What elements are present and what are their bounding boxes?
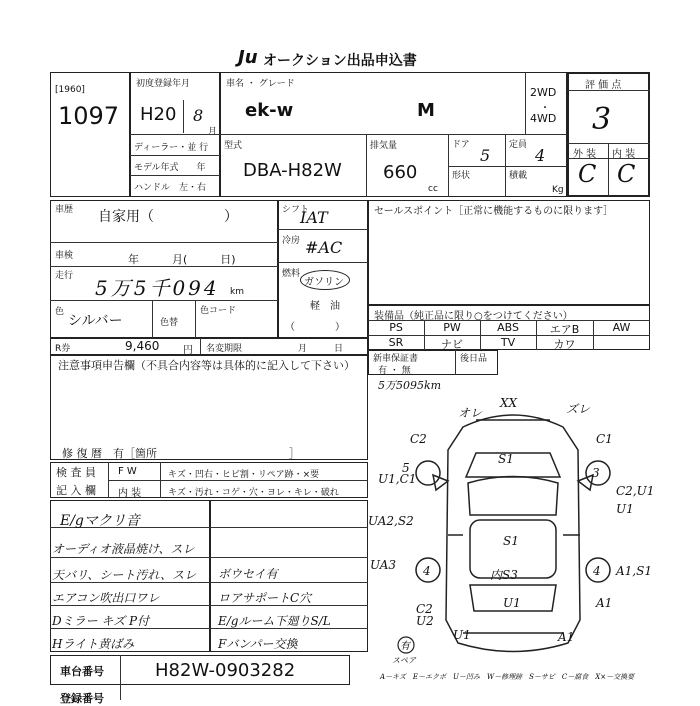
reg-month: 8 xyxy=(193,106,204,125)
capacity-label: 定員 xyxy=(509,140,528,150)
reg-sep2 xyxy=(130,155,220,156)
vehicle-div4 xyxy=(525,72,526,134)
color-div2 xyxy=(195,300,196,338)
warranty-label: 新車保証書 xyxy=(373,354,419,364)
hw-note-r2: ロアサポートC穴 xyxy=(218,591,312,605)
interior-row-label: 内 装 xyxy=(118,488,142,499)
sales-points-label: セールスポイント［正常に機能するものに限ります］ xyxy=(374,206,614,217)
vehicle-grade: M xyxy=(417,100,435,121)
mark-zure: ズレ xyxy=(566,402,591,416)
mark-ore: オレ xyxy=(458,406,483,420)
warranty-date-label: 後日品 xyxy=(460,354,488,364)
equip-leather: カワ xyxy=(553,338,576,351)
chassis-label: 車台番号 xyxy=(60,665,104,678)
mark-a1-b: A1 xyxy=(596,596,613,610)
use-value: 自家用（ ） xyxy=(98,209,238,225)
handle-label: ハンドル 左・右 xyxy=(134,183,207,193)
recycle-value: 9,460 xyxy=(125,339,160,353)
cc-unit: cc xyxy=(428,184,438,194)
hw-note-5: Dミラー キズ P付 xyxy=(52,614,150,628)
repair-history: 修 復 暦 有［箇所 ］ xyxy=(62,447,300,460)
wheel-rl-note: 4 xyxy=(423,564,431,578)
insp-div2 xyxy=(160,462,161,498)
mark-c1-tr: C1 xyxy=(596,432,613,446)
fuel-value: ガソリン xyxy=(304,277,344,288)
mark-u2-bl: U2 xyxy=(416,614,434,628)
dealer-label: ディーラー・並 行 xyxy=(134,143,209,153)
recycle-unit: 円 xyxy=(183,345,193,356)
mark-a1-br: A1 xyxy=(558,630,575,644)
hw-note-6: Hライト黄ばみ xyxy=(52,637,135,651)
vehicle-name-label: 車名 ・ グレード xyxy=(226,79,295,89)
doors-label: ドア xyxy=(452,140,470,150)
details-sep3 xyxy=(50,300,278,301)
equipment-label: 装備品（純正品に限り○をつけてください） xyxy=(374,311,573,322)
spare-circle-text: 有 xyxy=(400,641,410,652)
wheel-fr-note: 3 xyxy=(592,466,600,480)
mark-u1-right: U1 xyxy=(616,502,634,516)
repaint-label: 色替 xyxy=(160,318,179,328)
mark-s1-mid: S1 xyxy=(503,534,519,548)
fw-label: F W xyxy=(118,466,137,477)
equip-pw: PW xyxy=(443,321,461,334)
warranty-div xyxy=(455,350,456,375)
hw-note-4: エアコン吹出口ワレ xyxy=(52,591,160,605)
mark-u1-bottom: U1 xyxy=(503,596,521,610)
chassis-div xyxy=(120,655,121,700)
hw-line2 xyxy=(50,557,368,558)
use-label: 車歴 xyxy=(55,205,74,215)
mileage-label: 走行 xyxy=(55,271,74,281)
inspection-label: 車検 xyxy=(55,251,74,261)
mark-a1s1: A1,S1 xyxy=(616,564,652,578)
reg-era-year: H20 xyxy=(140,104,177,125)
vehicle-type: DBA-H82W xyxy=(243,160,342,181)
logo: Ju xyxy=(238,47,258,68)
mark-c2u1: C2,U1 xyxy=(616,484,655,498)
recycle-div xyxy=(200,338,201,355)
fuel-label: 燃料 xyxy=(282,269,301,279)
inspector-label: 検 査 員 xyxy=(56,466,96,479)
color-code-label: 色コード xyxy=(200,306,237,316)
notes-label: 注意事項申告欄（不具合内容等は具体的に記入して下さい） xyxy=(58,359,355,372)
grade-sep3 xyxy=(567,158,650,159)
hw-note-2: オーディオ液晶焼け、スレ xyxy=(52,542,195,556)
mark-xx: XX xyxy=(500,396,518,410)
km-unit: km xyxy=(230,287,244,297)
equip-aw: AW xyxy=(612,321,631,334)
reg-label: 初度登録年月 xyxy=(136,79,191,89)
color-value: シルバー xyxy=(68,313,123,329)
mark-c2-bl: C2 xyxy=(416,602,433,616)
reg-month-unit: 月 xyxy=(208,127,218,137)
reg-sep3 xyxy=(130,175,220,176)
drive-2wd: 2WD xyxy=(530,86,557,99)
mark-inner-s3: 内S3 xyxy=(490,568,518,582)
mark-ua3: UA3 xyxy=(370,558,397,572)
fuel-light: 軽 油 xyxy=(310,301,340,312)
color-div xyxy=(152,300,153,338)
mark-u1c1: U1,C1 xyxy=(378,472,417,486)
wheel-fl-note: 5 xyxy=(402,461,410,475)
chassis-value: H82W-0903282 xyxy=(155,660,296,681)
exterior-grade: C xyxy=(578,160,597,188)
insp-sep xyxy=(108,480,368,481)
mark-c2-tl: C2 xyxy=(410,432,427,446)
equip-ps: PS xyxy=(389,321,403,334)
damage-marks xyxy=(368,379,654,644)
entry-label: 記 入 欄 xyxy=(56,484,96,497)
hw-note-1: E/gマクリ音 xyxy=(60,513,140,529)
mark-s1-top: S1 xyxy=(498,452,514,466)
vehicle-name: ek-w xyxy=(245,100,294,121)
registration-number-label: 登録番号 xyxy=(60,692,104,705)
shift-label: シフト xyxy=(282,205,310,215)
shape-label: 形状 xyxy=(452,171,471,181)
equip-sr: SR xyxy=(388,336,404,349)
interior-items: キズ・汚れ・コゲ・穴・ヨレ・キレ・破れ xyxy=(168,488,339,498)
hw-note-r3: E/gルーム下廻りS/L xyxy=(218,614,331,628)
hw-note-3: 天バリ、シート汚れ、スレ xyxy=(52,568,197,582)
mileage-value: 5万5千094 xyxy=(95,276,220,300)
grade-sep xyxy=(567,90,650,91)
exterior-label: 外 装 xyxy=(573,149,597,160)
spare-label: スペア xyxy=(392,656,416,665)
diagram-mileage-note: 5万5095km xyxy=(378,379,442,392)
shift-value: IAT xyxy=(300,208,328,227)
recycle-label: R券 xyxy=(55,344,71,354)
fuel-paren: （ ） xyxy=(285,322,345,333)
grade-score: 3 xyxy=(592,102,612,137)
details-sep1 xyxy=(50,242,278,243)
equip-tv: TV xyxy=(500,336,516,349)
model-year-label: モデル年式 年 xyxy=(134,163,206,173)
form-title: オークション出品申込書 xyxy=(263,53,417,69)
drive-4wd: 4WD xyxy=(530,112,557,125)
inspection-value: 年 月( 日) xyxy=(128,253,236,266)
transfer-unit: 月 日 xyxy=(298,344,344,354)
details-sep2 xyxy=(50,266,278,267)
mech-sep1 xyxy=(278,229,368,230)
transfer-label: 名変期限 xyxy=(206,344,243,354)
spare-mark xyxy=(392,637,417,665)
mark-u1-bl: U1 xyxy=(453,628,471,642)
lot-code: [1960] xyxy=(55,85,85,95)
doors: 5 xyxy=(480,146,491,165)
equip-airbag: エアB xyxy=(549,323,580,336)
lot-number: 1097 xyxy=(58,102,120,130)
kg-unit: Kg xyxy=(552,185,564,195)
interior-label: 内 装 xyxy=(612,149,636,160)
drive-dot: ・ xyxy=(540,103,550,114)
reg-divider xyxy=(183,100,184,133)
mark-ua2s2: UA2,S2 xyxy=(368,514,414,528)
capacity: 4 xyxy=(535,146,546,165)
loading-label: 積載 xyxy=(509,171,528,181)
vehicle-sep xyxy=(220,134,567,135)
car-diagram xyxy=(368,375,668,685)
warranty-options: 有 ・ 無 xyxy=(378,366,411,376)
damage-legend: A－キズ E－エクボ U－凹み W－修理跡 S－サビ C－腐食 X×－交換要 xyxy=(380,673,635,681)
mech-sep2 xyxy=(278,262,368,263)
grade-label: 評 価 点 xyxy=(585,80,622,91)
ac-value: #AC xyxy=(305,238,343,257)
equip-abs: ABS xyxy=(497,321,519,334)
color-label: 色 xyxy=(55,307,65,317)
interior-grade: C xyxy=(617,160,636,188)
reg-sep xyxy=(130,134,220,135)
hw-note-r4: Fバンパー交換 xyxy=(218,637,298,651)
type-label: 型式 xyxy=(224,141,243,151)
ac-label: 冷房 xyxy=(282,236,301,246)
vehicle-sep2 xyxy=(448,166,567,167)
equip-navi: ナビ xyxy=(441,338,463,351)
displacement: 660 xyxy=(383,162,418,183)
displacement-label: 排気量 xyxy=(370,141,398,151)
fw-items: キズ・凹右・ヒビ割・リペア跡・×要 xyxy=(168,470,320,480)
wheel-rr-note: 4 xyxy=(593,564,601,578)
hw-note-r1: ボウセイ有 xyxy=(218,567,278,581)
vehicle-div1 xyxy=(366,134,367,197)
grade-div xyxy=(608,143,609,197)
